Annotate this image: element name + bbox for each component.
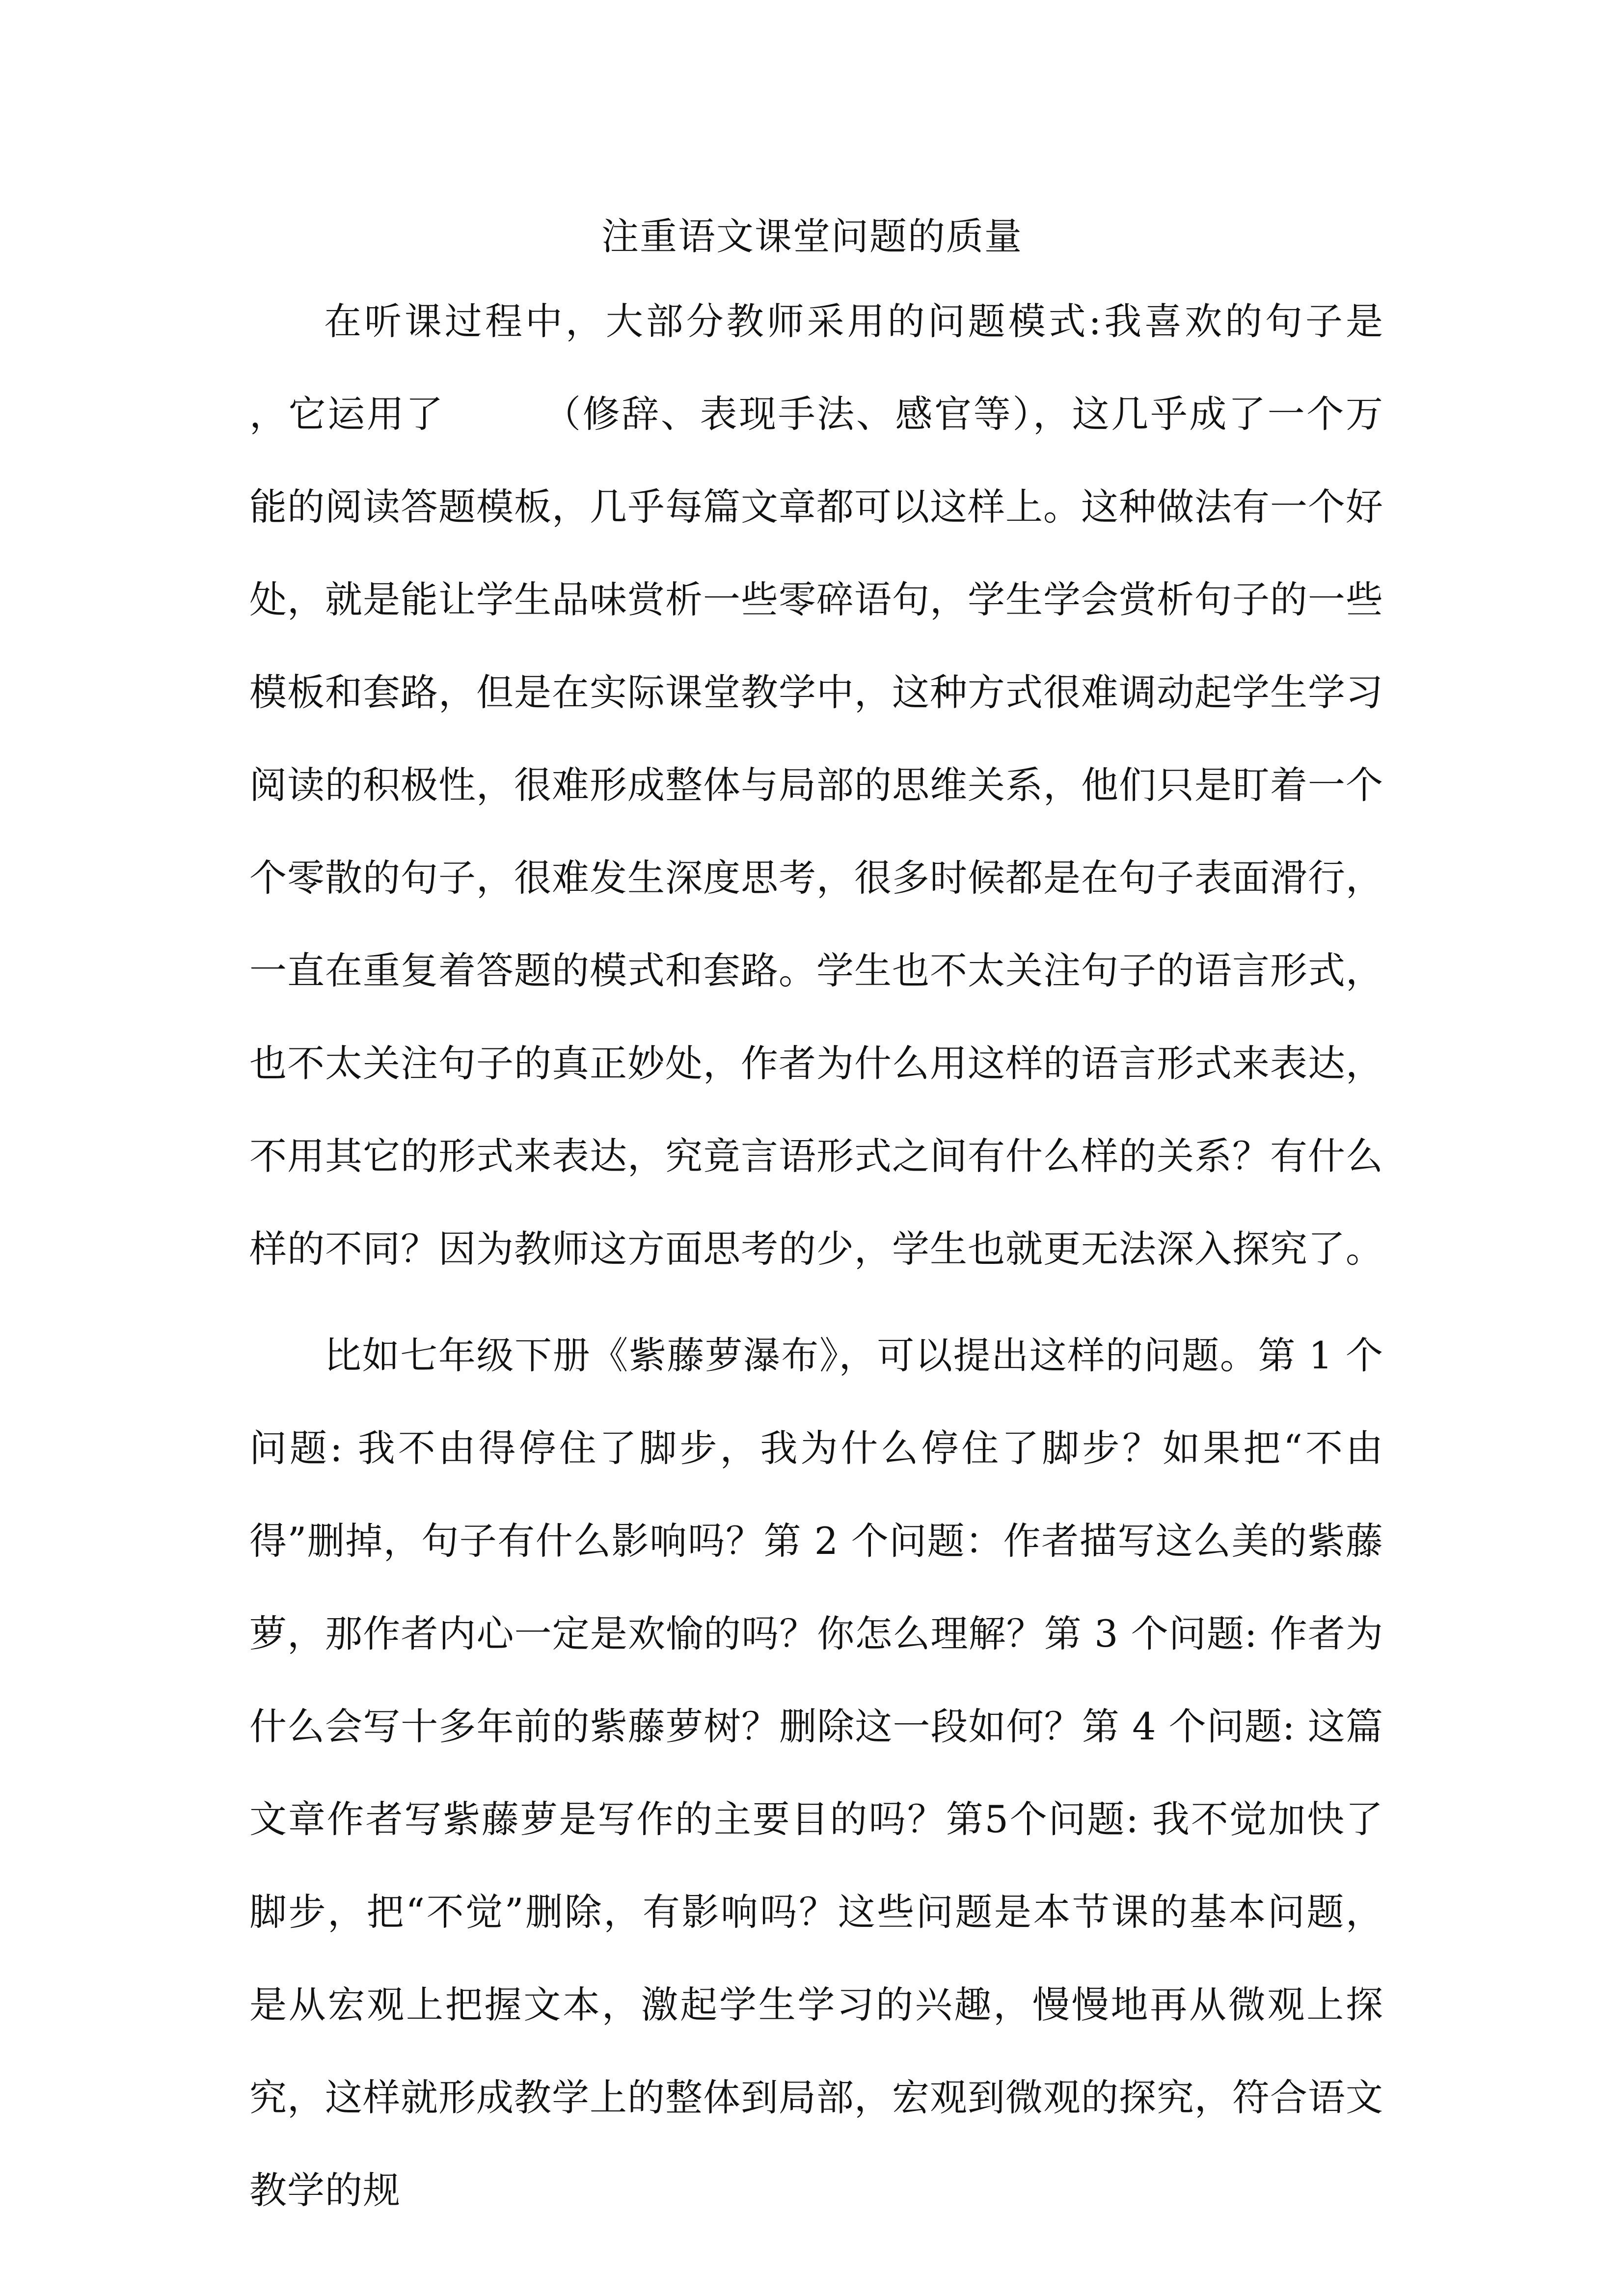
paragraph-2: 比如七年级下册《紫藤萝瀑布》，可以提出这样的问题。第 1 个问题: 我不由得停住了脚步，我为什么停住了脚步？如果把“不由得”删掉，句子有什么影响吗？第 2 个问题：作者描写这么美的紫藤萝，那作者内心一定是欢愉的吗？你怎么理解？第 3 个问题: 作者为什么会写十多年前的紫藤萝树？删除这一段如何？第 4 个问题: 这篇文章作者写紫藤萝是写作的主要目的吗？第5个问题: 我不觉加快了脚步，把“不觉”删除，有影响吗？这些问题是本节课的基本问题，是从宏观上把握文本，激起学生学习的兴趣，慢慢地再从微观上探究，这样就形成教学上的整体到局部，宏观到微观的探究，符合语文教学的规: [249, 1334, 1383, 2212]
document-body: [249, 275, 1497, 2250]
document-title: 注重语文课堂问题的质量: [601, 214, 1023, 258]
paragraph-1: 在听课过程中，大部分教师采用的问题模式:我喜欢的句子是 ，它运用了 （修辞、表现手法、感官等），这几乎成了一个万能的阅读答题模板，几乎每篇文章都可以这样上。这种做法有一个好处，就是能让学生品味赏析一些零碎语句，学生学会赏析句子的一些模板和套路，但是在实际课堂教学中，这种方式很难调动起学生学习阅读的积极性，很难形成整体与局部的思维关系，他们只是盯着一个个零散的句子，很难发生深度思考，很多时候都是在句子表面滑行，一直在重复着答题的模式和套路。学生也不太关注句子的语言形式，也不太关注句子的真正妙处，作者为什么用这样的语言形式来表达，不用其它的形式来表达，究竟言语形式之间有什么样的关系？有什么样的不同？因为教师这方面思考的少，学生也就更无法深入探究了。: [249, 299, 1497, 1271]
